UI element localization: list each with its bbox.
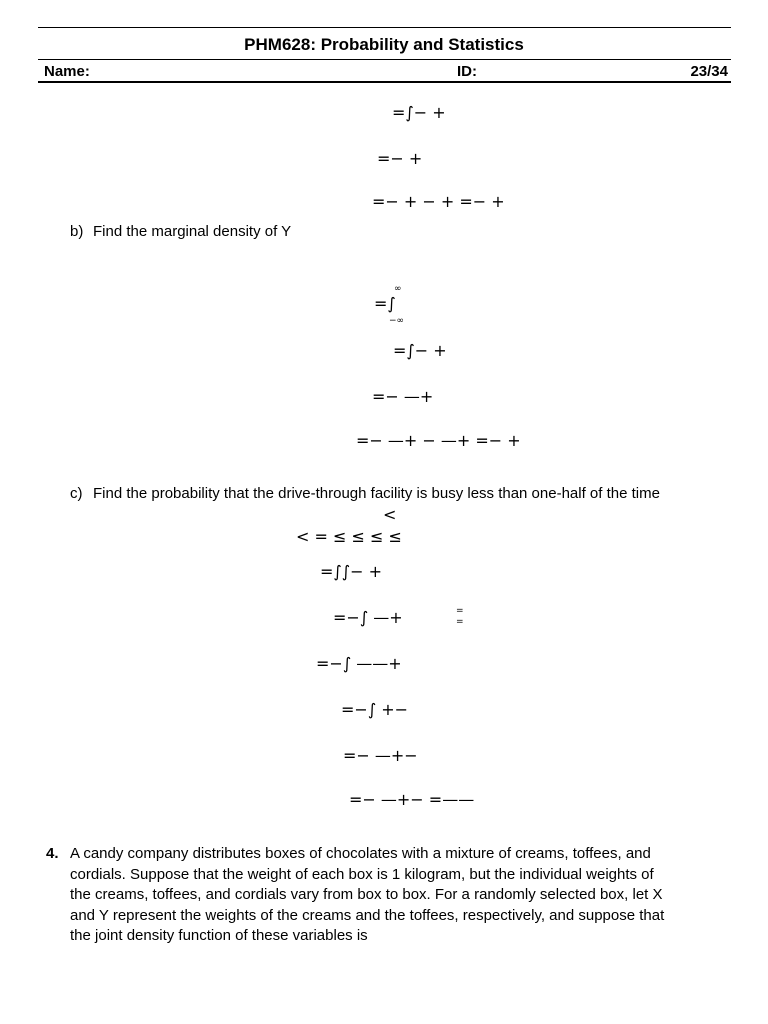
page-number: 23/34 [690,63,728,80]
part-b-line-3: =− —+ − —+ =− + [356,431,521,450]
part-c-line-1: =∫∫− + [320,562,382,581]
question-4-line-2: cordials. Suppose that the weight of each box is 1 kilogram, but the individual weights of [70,866,654,883]
question-4-line-4: and Y represent the weights of the creams and the toffees, respectively, and suppose that [70,907,665,924]
part-c-line-5: =− —+− [343,746,418,765]
header-bottom-rule [38,81,731,83]
part-c-label: c) [70,485,83,502]
part-b-line-1: =∫− + [393,341,447,360]
question-4-line-5: the joint density function of these variables is [70,927,368,944]
name-label: Name: [44,63,90,80]
question-4-number: 4. [46,845,59,862]
part-b-text: Find the marginal density of Y [93,223,292,240]
part-c-lt-line: < [383,505,397,524]
id-label: ID: [457,63,477,80]
integral-lower-limit: −∞ [389,316,405,326]
part-a-line-3: =− + − + =− + [372,192,505,211]
header-top-rule [38,27,731,28]
header-mid-rule [38,59,731,60]
part-b-integral: =∫ [374,294,396,313]
page-title: PHM628: Probability and Statistics [244,35,524,54]
question-4-line-3: the creams, toffees, and cordials vary from box to box. For a randomly selected box, let X [70,886,663,903]
part-b-line-2: =− —+ [372,387,434,406]
part-c-line-4: =−∫ +− [341,700,409,719]
part-c-text: Find the probability that the drive-through facility is busy less than one-half of the time [93,485,660,502]
part-c-line-3: =−∫ ——+ [316,654,402,673]
part-c-side-mark-2: = [456,617,464,627]
part-c-inequality-line: < = ≤ ≤ ≤ ≤ [296,527,402,546]
part-a-line-2: =− + [377,149,423,168]
part-b-label: b) [70,223,84,240]
part-a-line-1: =∫− + [392,103,446,122]
part-c-line-6: =− —+− =—— [349,790,475,809]
part-c-line-2: =−∫ —+ [333,608,403,627]
question-4-line-1: A candy company distributes boxes of chocolates with a mixture of creams, toffees, and [70,845,651,862]
part-c-side-mark-1: = [456,606,464,616]
integral-upper-limit: ∞ [394,284,402,294]
